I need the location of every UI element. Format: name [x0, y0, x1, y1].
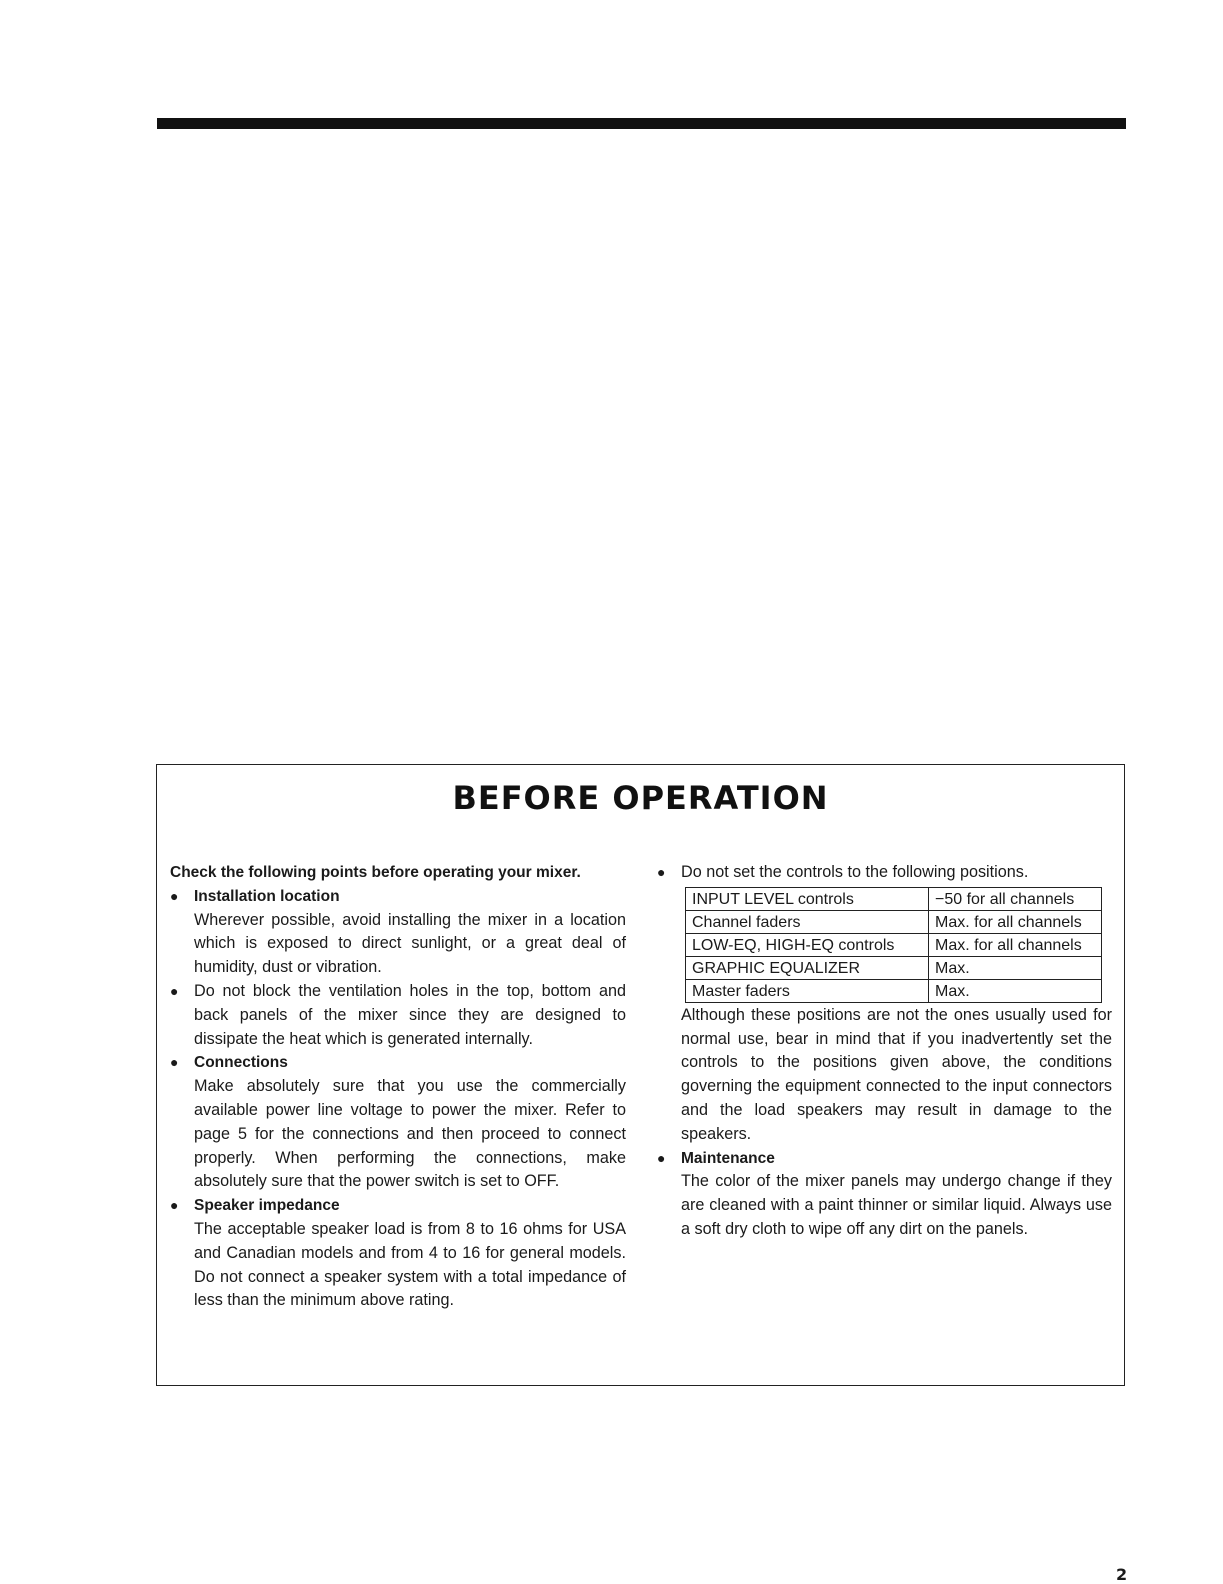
intro-text: Check the following points before operating your mixer. — [170, 864, 581, 881]
speaker-text: The acceptable speaker load is from 8 to 16 ohms for USA and Canadian models and from 4 to 16 for general models. Do not connect a speaker system with a total impedance of less than the minimum above rating. — [194, 1219, 626, 1310]
left-column — [170, 861, 626, 1313]
after-table-text: Although these positions are not the ones usually used for normal use, bear in mind that if you inadvertently set the controls to the positions given above, the conditions governing the equipment connected to the input connectors and the load speakers may result in damage to the speakers. — [681, 1005, 1112, 1143]
connections-item — [170, 1051, 626, 1194]
ventilation-item — [170, 980, 626, 1051]
installation-item — [170, 885, 626, 980]
right-column — [657, 861, 1112, 1242]
installation-text: Wherever possible, avoid installing the mixer in a location which is exposed to direct sunlight, or a great deal of humidity, dust or vibration. — [194, 910, 626, 977]
bullet-icon: ● — [170, 887, 179, 904]
table-cell-position: Max. — [929, 979, 1102, 1002]
table-row — [686, 956, 1102, 979]
speaker-heading: Speaker impedance — [194, 1197, 340, 1215]
controls-item — [657, 861, 1112, 1147]
table-row — [686, 910, 1102, 933]
ventilation-text: Do not block the ventilation holes in the top, bottom and back panels of the mixer since they are designed to dissipate the heat which is generated internally. — [194, 981, 626, 1048]
before-operation-box — [156, 764, 1125, 1386]
connections-text: Make absolutely sure that you use the commercially available power line voltage to power the mixer. Refer to page 5 for the connections and then proceed to connect properly. When performing the connections, make absolutely sure that the power switch is set to OFF. — [194, 1077, 626, 1191]
table-cell-control: GRAPHIC EQUALIZER — [686, 956, 929, 979]
bullet-icon: ● — [170, 982, 179, 999]
table-cell-control: LOW-EQ, HIGH-EQ controls — [686, 933, 929, 956]
connections-heading: Connections — [194, 1054, 288, 1072]
bullet-icon: ● — [170, 1054, 179, 1071]
table-cell-control: INPUT LEVEL controls — [686, 887, 929, 910]
bullet-icon: ● — [170, 1197, 179, 1214]
table-cell-control: Channel faders — [686, 910, 929, 933]
section-title: BEFORE OPERATION — [452, 779, 829, 817]
table-cell-position: −50 for all channels — [929, 887, 1102, 910]
installation-heading: Installation location — [194, 887, 340, 905]
page-number: 2 — [1116, 1565, 1128, 1584]
table-cell-control: Master faders — [686, 979, 929, 1002]
maintenance-item — [657, 1147, 1112, 1242]
maintenance-heading: Maintenance — [681, 1149, 775, 1167]
maintenance-text: The color of the mixer panels may undergo change if they are cleaned with a paint thinner or similar liquid. Always use a soft dry cloth to wipe off any dirt on the panels. — [681, 1172, 1112, 1238]
table-cell-position: Max. — [929, 956, 1102, 979]
table-row — [686, 933, 1102, 956]
top-rule — [157, 118, 1126, 129]
bullet-icon: ● — [657, 864, 666, 880]
bullet-icon: ● — [657, 1149, 666, 1166]
table-row — [686, 979, 1102, 1002]
table-cell-position: Max. for all channels — [929, 933, 1102, 956]
control-positions-table — [685, 887, 1102, 1003]
table-cell-position: Max. for all channels — [929, 910, 1102, 933]
speaker-impedance-item — [170, 1194, 626, 1313]
table-row — [686, 887, 1102, 910]
controls-intro: Do not set the controls to the following positions. — [681, 863, 1029, 881]
